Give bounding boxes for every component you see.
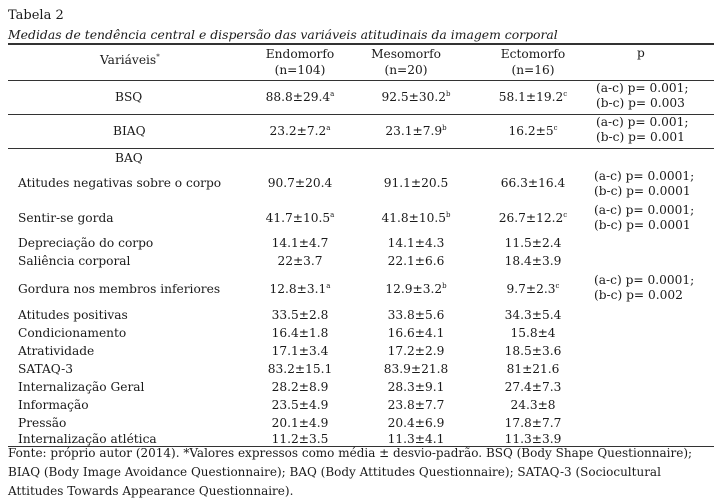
cell-meso: 23.1±7.9$^b$ [385, 123, 447, 138]
biaq-rule [8, 148, 714, 149]
cell-meso: 92.5±30.2$^b$ [381, 89, 451, 104]
cell-ecto: 58.1±19.2$^c$ [498, 89, 568, 104]
table-footnote: Fonte: próprio autor (2014). *Valores expressos como média ± desvio-padrão. BSQ (Body Shape Questionnaire); BIAQ (Body Image Avoidance Questionnaire); BAQ (Body Attitudes Questionnaire); SATAQ-3 (Sociocultural Attitudes Towards Appearance Questionnaire). [8, 446, 693, 498]
row-label: Internalização Geral [18, 380, 145, 394]
header-p: p [637, 46, 645, 60]
row-label: Atitudes positivas [18, 308, 128, 322]
cell-endo: 23.5±4.9 [271, 398, 329, 412]
header-endomorfo: Endomorfo (n=104) [265, 47, 335, 77]
cell-endo: 23.2±7.2$^a$ [269, 123, 331, 138]
cell-ecto: 24.3±8 [510, 398, 556, 412]
cell-p: (a-c) p= 0.001; (b-c) p= 0.003 [596, 81, 689, 110]
cell-meso: 14.1±4.3 [387, 236, 445, 250]
cell-ecto: 81±21.6 [506, 362, 560, 376]
cell-endo: 41.7±10.5$^a$ [265, 210, 335, 225]
cell-ecto: 18.4±3.9 [504, 254, 562, 268]
cell-endo: 22±3.7 [277, 254, 323, 268]
cell-endo: 33.5±2.8 [271, 308, 329, 322]
cell-meso: 12.9±3.2$^b$ [385, 281, 447, 296]
cell-ecto: $16.2\pm 5^c$ [508, 123, 558, 138]
cell-ecto: 26.7±12.2$^c$ [498, 210, 568, 225]
cell-meso: 41.8±10.5$^b$ [381, 210, 451, 225]
cell-meso: 16.6±4.1 [387, 326, 445, 340]
cell-ecto: 11.5±2.4 [504, 236, 562, 250]
cell-endo: 90.7±20.4 [267, 176, 333, 190]
cell-endo: 20.1±4.9 [271, 416, 329, 430]
row-label: Informação [18, 398, 89, 412]
row-label: BAQ [115, 151, 143, 165]
cell-ecto: 17.8±7.7 [504, 416, 562, 430]
cell-endo: 14.1±4.7 [271, 236, 329, 250]
cell-p: (a-c) p= 0.0001; (b-c) p= 0.0001 [594, 169, 695, 198]
cell-ecto: 66.3±16.4 [500, 176, 566, 190]
table-label: Tabela 2 [8, 8, 64, 23]
row-label: Depreciação do corpo [18, 236, 154, 250]
cell-ecto: 11.3±3.9 [504, 432, 562, 446]
row-label: Saliência corporal [18, 254, 131, 268]
cell-ecto: 18.5±3.6 [504, 344, 562, 358]
cell-meso: 11.3±4.1 [387, 432, 445, 446]
cell-endo: 88.8±29.4$^a$ [265, 89, 335, 104]
cell-ecto: 15.8±4 [510, 326, 556, 340]
cell-meso: 20.4±6.9 [387, 416, 445, 430]
cell-endo: 83.2±15.1 [267, 362, 333, 376]
row-label: BIAQ [113, 124, 146, 138]
cell-ecto: 9.7±2.3$^c$ [506, 281, 560, 296]
cell-ecto: 27.4±7.3 [504, 380, 562, 394]
cell-meso: 22.1±6.6 [387, 254, 445, 268]
row-label: SATAQ-3 [18, 362, 74, 376]
header-variables: Variáveis* [100, 52, 160, 67]
cell-meso: 23.8±7.7 [387, 398, 445, 412]
row-label: Gordura nos membros inferiores [18, 282, 221, 296]
cell-endo: 28.2±8.9 [271, 380, 329, 394]
cell-meso: 33.8±5.6 [387, 308, 445, 322]
row-label: Sentir-se gorda [18, 211, 114, 225]
cell-endo: 11.2±3.5 [271, 432, 329, 446]
cell-meso: 28.3±9.1 [387, 380, 445, 394]
row-label: Atratividade [18, 344, 95, 358]
row-label: Condicionamento [18, 326, 127, 340]
cell-endo: 17.1±3.4 [271, 344, 329, 358]
header-ectomorfo: Ectomorfo (n=16) [500, 47, 566, 77]
cell-endo: 12.8±3.1$^a$ [269, 281, 331, 296]
table-caption: Medidas de tendência central e dispersão das variáveis atitudinais da imagem corporal [8, 27, 558, 42]
row-label: BSQ [115, 90, 143, 104]
cell-endo: 16.4±1.8 [271, 326, 329, 340]
row-label: Atitudes negativas sobre o corpo [18, 176, 222, 190]
cell-meso: 17.2±2.9 [387, 344, 445, 358]
row-label: Internalização atlética [18, 432, 157, 446]
cell-p: (a-c) p= 0.0001; (b-c) p= 0.002 [594, 273, 695, 302]
top-rule [8, 43, 714, 45]
cell-p: (a-c) p= 0.001; (b-c) p= 0.001 [596, 115, 689, 144]
cell-p: (a-c) p= 0.0001; (b-c) p= 0.0001 [594, 203, 695, 232]
cell-meso: 91.1±20.5 [383, 176, 449, 190]
cell-ecto: 34.3±5.4 [504, 308, 562, 322]
header-mesomorfo: Mesomorfo (n=20) [371, 47, 441, 77]
cell-meso: 83.9±21.8 [383, 362, 449, 376]
row-label: Pressão [18, 416, 67, 430]
